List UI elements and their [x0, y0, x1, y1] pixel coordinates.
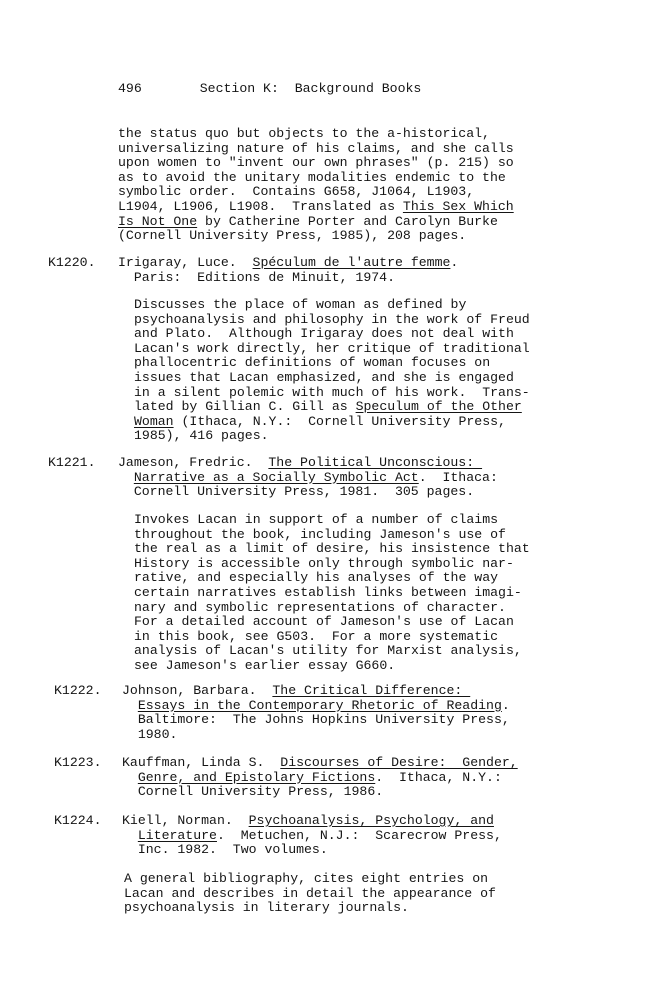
text-line: 1985), 416 pages.: [134, 428, 269, 444]
text-line: in a silent polemic with much of his work. Trans-: [134, 384, 530, 400]
punctuation: .: [450, 255, 459, 270]
author: Johnson, Barbara.: [122, 683, 273, 698]
running-header: [118, 82, 421, 97]
page-number: 496: [118, 81, 142, 96]
publication-info: . Ithaca, N.Y.:: [375, 769, 502, 785]
text-line: psychoanalysis in literary journals.: [124, 900, 409, 916]
text-line: the real as a limit of desire, his insistence that: [134, 541, 530, 557]
text-line: nary and symbolic representations of character.: [134, 599, 506, 615]
entry-citation: [118, 256, 458, 285]
book-title: Psychoanalysis, Psychology, and: [248, 813, 494, 828]
entry-citation: [122, 814, 502, 858]
author: Jameson, Fredric.: [118, 455, 269, 470]
section-title: Section K: Background Books: [199, 81, 422, 96]
author: Kauffman, Linda S.: [122, 755, 281, 770]
publication-info: Cornell University Press, 1981. 305 pages.: [118, 484, 475, 500]
publication-info: Baltimore: The Johns Hopkins University Press,: [122, 712, 510, 728]
text-line: L1904, L1906, L1908. Translated as: [118, 198, 403, 214]
book-title: Spéculum de l'autre femme: [252, 255, 451, 270]
text-line: upon women to "invent our own phrases" (p. 215) so: [118, 155, 514, 171]
book-title: The Political Unconscious:: [268, 455, 483, 470]
text-line: and Plato. Although Irigaray does not deal with: [134, 326, 514, 342]
book-title: Narrative as a Socially Symbolic Act: [133, 469, 419, 485]
entry-number: K1223.: [54, 755, 102, 770]
entry-number: K1224.: [54, 813, 102, 828]
text-line: the status quo but objects to the a-historical,: [118, 126, 490, 141]
entry-number: K1220.: [48, 255, 96, 270]
author: Kiell, Norman.: [122, 813, 249, 828]
punctuation: .: [501, 697, 510, 713]
book-title: Is Not One: [118, 213, 198, 229]
text-line: (Cornell University Press, 1985), 208 pages.: [118, 228, 467, 244]
text-line: as to avoid the unitary modalities endemic to the: [118, 169, 506, 185]
text-line: issues that Lacan emphasized, and she is engaged: [134, 369, 514, 385]
author: Irigaray, Luce.: [118, 255, 253, 270]
text-line: lated by Gillian C. Gill as: [134, 399, 356, 415]
text-line: Discusses the place of woman as defined by: [134, 297, 467, 312]
text-line: analysis of Lacan's utility for Marxist analysis,: [134, 643, 522, 659]
text-line: A general bibliography, cites eight entries on: [124, 871, 489, 886]
text-line: symbolic order. Contains G658, J1064, L1903,: [118, 184, 475, 200]
book-title: Speculum of the Other: [355, 399, 522, 415]
publication-info: Cornell University Press, 1986.: [122, 784, 384, 800]
book-title: Literature: [137, 827, 217, 843]
text-line: psychoanalysis and philosophy in the work of Freud: [134, 311, 530, 327]
continuation-annotation: [118, 127, 514, 244]
publication-info: 1980.: [122, 726, 178, 742]
entry-citation: [118, 456, 498, 500]
book-title: This Sex Which: [402, 198, 514, 214]
entry-citation: [122, 684, 510, 742]
text-line: see Jameson's earlier essay G660.: [134, 657, 396, 673]
entry-number: K1222.: [54, 683, 102, 698]
publication-info: . Metuchen, N.J.: Scarecrow Press,: [216, 827, 502, 843]
entry-annotation: [134, 513, 530, 674]
entry-number: K1221.: [48, 455, 96, 470]
text-line: throughout the book, including Jameson's use of: [134, 526, 506, 542]
text-line: phallocentric definitions of woman focuses on: [134, 355, 491, 371]
book-title: Discourses of Desire: Gender,: [280, 755, 518, 770]
publication-info: . Ithaca:: [418, 469, 498, 485]
text-line: For a detailed account of Jameson's use of Lacan: [134, 614, 514, 630]
book-title: Essays in the Contemporary Rhetoric of Reading: [137, 697, 502, 713]
text-line: rative, and especially his analyses of the way: [134, 570, 499, 586]
entry-annotation: [134, 298, 530, 444]
book-title: Woman: [134, 413, 174, 429]
text-line: by Catherine Porter and Carolyn Burke: [197, 213, 498, 229]
text-line: universalizing nature of his claims, and she calls: [118, 140, 514, 156]
text-line: Lacan's work directly, her critique of traditional: [134, 340, 530, 356]
book-title: The Critical Difference:: [272, 683, 471, 698]
text-line: Invokes Lacan in support of a number of claims: [134, 512, 499, 527]
entry-annotation: [124, 872, 496, 916]
book-title: Genre, and Epistolary Fictions: [137, 769, 376, 785]
text-line: Lacan and describes in detail the appearance of: [124, 885, 496, 901]
entry-citation: [122, 756, 518, 800]
text-line: in this book, see G503. For a more systematic: [134, 628, 499, 644]
publication-info: Inc. 1982. Two volumes.: [122, 842, 328, 858]
text-line: (Ithaca, N.Y.: Cornell University Press,: [173, 413, 506, 429]
publication-info: Paris: Editions de Minuit, 1974.: [118, 269, 395, 285]
text-line: certain narratives establish links between imagi-: [134, 584, 522, 600]
text-line: History is accessible only through symbolic nar-: [134, 555, 514, 571]
